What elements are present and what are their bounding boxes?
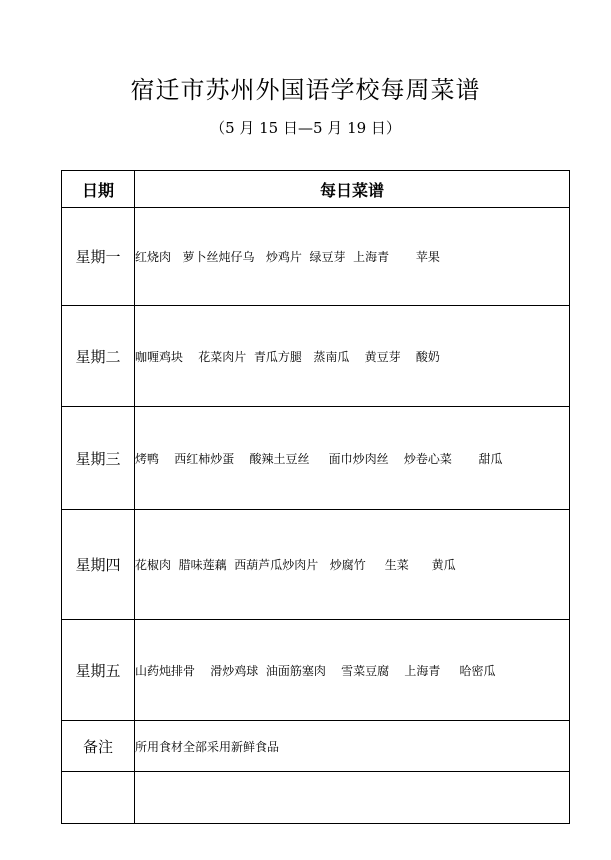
table-row-notes: [62, 721, 570, 772]
table-row-empty: [62, 772, 570, 824]
weekly-menu-table: [61, 170, 570, 824]
notes-label: 备注: [62, 721, 135, 772]
dishes-cell: 花椒肉 腊味莲藕 西葫芦瓜炒肉片 炒腐竹 生菜 黄瓜: [135, 510, 570, 620]
dishes-cell: 山药炖排骨 滑炒鸡球 油面筋塞肉 雪菜豆腐 上海青 哈密瓜: [135, 620, 570, 721]
dishes-cell: 红烧肉 萝卜丝炖仔乌 炒鸡片 绿豆芽 上海青 苹果: [135, 208, 570, 306]
header-daily-menu: 每日菜谱: [135, 171, 570, 208]
table-row: [62, 510, 570, 620]
notes-cell: 所用食材全部采用新鲜食品: [135, 721, 570, 772]
dishes-cell: 咖喱鸡块 花菜肉片 青瓜方腿 蒸南瓜 黄豆芽 酸奶: [135, 306, 570, 407]
header-date: 日期: [62, 171, 135, 208]
empty-cell: [62, 772, 135, 824]
day-cell: 星期三: [62, 407, 135, 510]
table-row: [62, 306, 570, 407]
page-title: 宿迁市苏州外国语学校每周菜谱: [130, 76, 481, 104]
table-header-row: [62, 171, 570, 208]
table-row: [62, 208, 570, 306]
date-range: （5 月 15 日—5 月 19 日）: [210, 119, 401, 137]
day-cell: 星期四: [62, 510, 135, 620]
empty-cell: [135, 772, 570, 824]
day-cell: 星期一: [62, 208, 135, 306]
day-cell: 星期五: [62, 620, 135, 721]
day-cell: 星期二: [62, 306, 135, 407]
table-row: [62, 620, 570, 721]
dishes-cell: 烤鸭 西红柿炒蛋 酸辣土豆丝 面巾炒肉丝 炒卷心菜 甜瓜: [135, 407, 570, 510]
table-row: [62, 407, 570, 510]
